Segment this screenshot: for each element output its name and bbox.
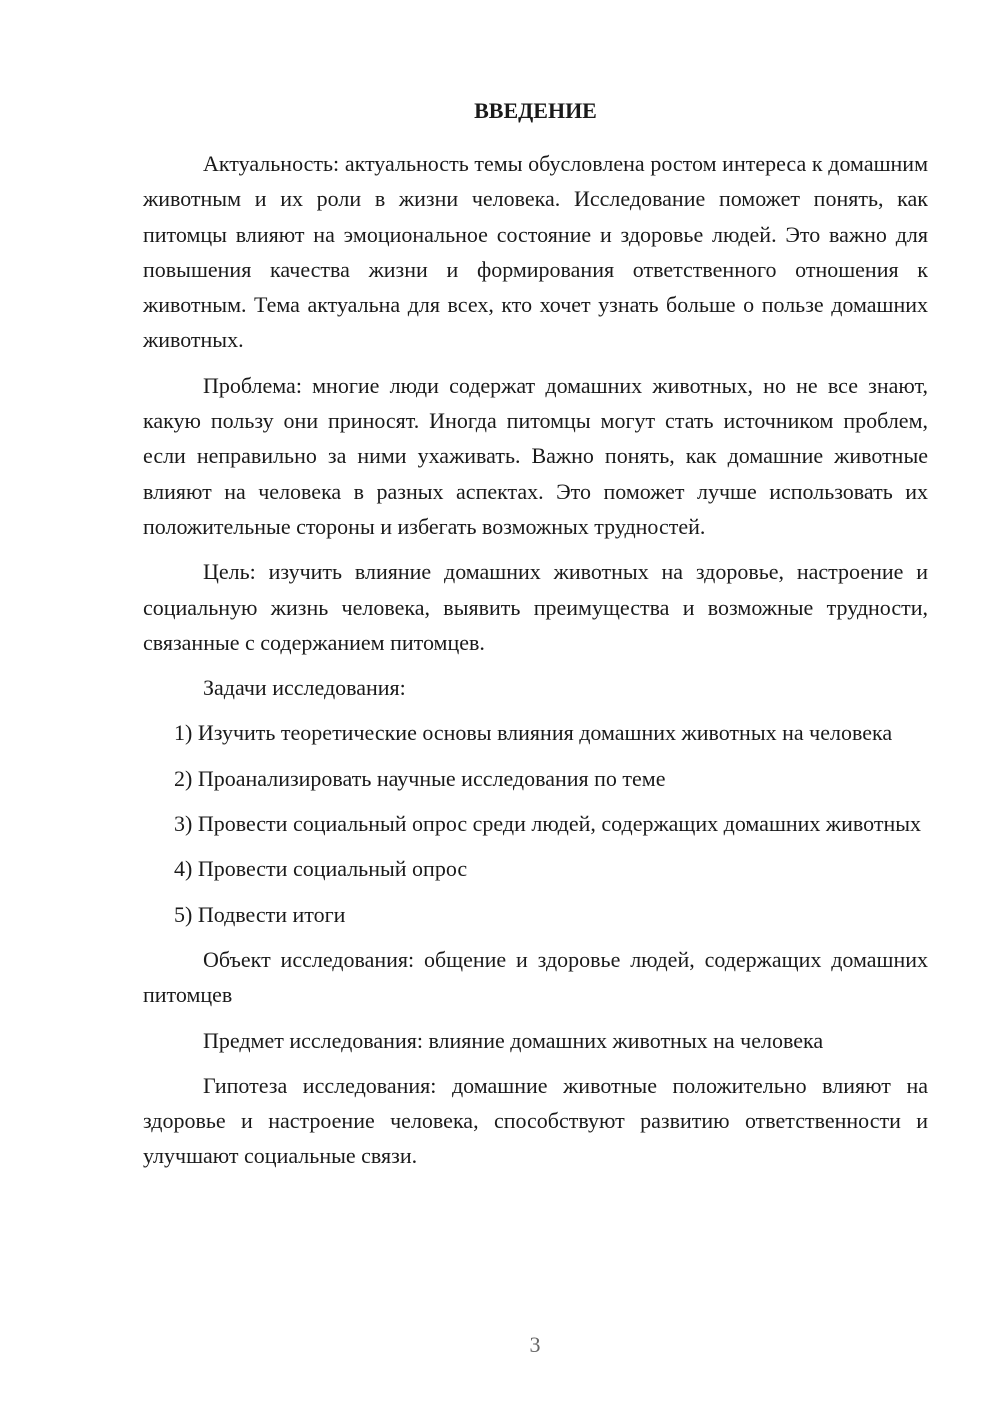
relevance-paragraph: Актуальность: актуальность темы обусловлена ростом интереса к домашним животным и их роли в жизни человека. Исследование поможет понять, как питомцы влияют на эмоциональное состояние и здоровье людей. Это важно для повышения качества жизни и формирования ответственного отношения к животным. Тема актуальна для всех, кто хочет узнать больше о пользе домашних животных. (143, 151, 928, 353)
subject-paragraph: Предмет исследования: влияние домашних животных на человека (203, 1027, 824, 1053)
hypothesis-paragraph: Гипотеза исследования: домашние животные положительно влияют на здоровье и настроение человека, способствуют развитию ответственности и улучшают социальные связи. (143, 1072, 928, 1169)
tasks-title: Задачи исследования: (203, 675, 406, 701)
section-heading: ВВЕДЕНИЕ (474, 98, 597, 123)
task-item: 1) Изучить теоретические основы влияния домашних животных на человека (174, 720, 893, 746)
task-item: 2) Проанализировать научные исследования по теме (174, 765, 666, 791)
problem-paragraph: Проблема: многие люди содержат домашних животных, но не все знают, какую пользу они приносят. Иногда питомцы могут стать источником проблем, если неправильно за ними ухаживать. Важно понять, как домашние животные влияют на человека в разных аспектах. Это поможет лучше использовать их положительные стороны и избегать возможных трудностей. (143, 372, 928, 539)
object-paragraph: Объект исследования: общение и здоровье людей, содержащих домашних питомцев (143, 946, 928, 1008)
page-number: 3 (529, 1332, 541, 1357)
goal-paragraph: Цель: изучить влияние домашних животных на здоровье, настроение и социальную жизнь человека, выявить преимущества и возможные трудности, связанные с содержанием питомцев. (143, 559, 928, 655)
page-content (143, 93, 928, 1174)
task-item: 3) Провести социальный опрос среди людей, содержащих домашних животных (174, 811, 922, 837)
task-item: 5) Подвести итоги (174, 901, 346, 927)
task-item: 4) Провести социальный опрос (174, 856, 468, 882)
